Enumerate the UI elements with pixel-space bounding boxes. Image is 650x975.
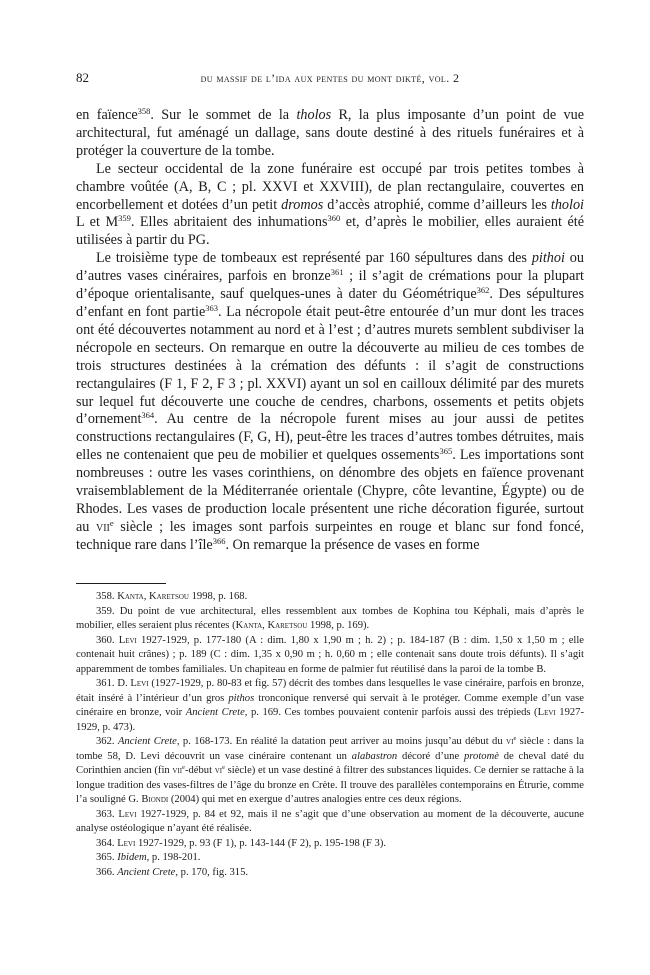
footnote-ref: 366 <box>212 535 226 546</box>
page-number: 82 <box>76 70 89 85</box>
italic-text: Ancient Crete <box>117 866 176 878</box>
text-run: 1998, p. 168. <box>188 591 248 602</box>
text-run: . Les importations sont nombreuses : outre les vases corinthiens, on dénombre des objets en faïence provenant vraisemblablement de la Méditerranée orientale (Chypre, côte levantine, Égypte) ou de Rhodes. Les vases de production locale présentent une riche décoration figurée, surtout au <box>76 447 584 535</box>
small-caps-text: Levi <box>130 678 149 689</box>
text-run: 363. <box>96 808 119 820</box>
footnote-ref: 362 <box>476 284 490 295</box>
italic-text: Ancient Crete <box>117 736 177 747</box>
text-run: de cheval daté du Corinthien ancien (fin <box>76 750 585 776</box>
text-run: . Des sépultures d’enfant en font partie <box>76 286 584 320</box>
text-run: . Au centre de la nécropole furent mises au jour aussi de petites constructions rectangulaires (F, G, H), peut-être les traces d’autres tombes détruites, mais elles ne contenaient que peu de mobilier et quelques ossements <box>76 411 584 464</box>
italic-text: Ibidem <box>117 852 147 863</box>
footnote <box>76 851 584 866</box>
small-caps-text: Levi <box>118 808 137 820</box>
text-run: 1927-1929, p. 177-180 (A : dim. 1,80 x 1,90 m ; h. 2) ; p. 184-187 (B : dim. 1,50 x 1,50 m ; elle contenait huit crânes) ; p. 189 (C : dim. 1,35 x 0,90 m ; h. 0,60 m ; elle contenait sans doute trois défunts). Il s’agit apparemment de tombes familiales. Un chapiteau en forme de palmier fut réutilisé dans la paroi de la tombe B. <box>76 634 584 675</box>
text-run: 362. <box>96 736 118 747</box>
text-run: 1927-1929, p. 84 et 92, mais il ne s’agit que d’une observation au moment de la découverte, aucune analyse ostéologique n’ayant été réalisée. <box>76 808 584 834</box>
small-caps-text: Levi <box>117 837 136 849</box>
footnote-ref: e <box>513 735 517 743</box>
text-run: ou d’autres vases cinéraires, parfois en bronze <box>76 250 584 285</box>
text-run: 365. <box>96 852 118 863</box>
small-caps-text: Levi <box>537 707 556 718</box>
text-run: ; il s’agit de crémations pour la plupart d’époque orientalisante, sauf quelques-unes à dater du Géométrique <box>76 268 584 303</box>
footnote <box>76 837 584 852</box>
footnote <box>76 677 584 735</box>
text-run: , p. 198-201. <box>146 852 201 863</box>
small-caps-text: Kanta, Karetsou <box>117 591 189 602</box>
body-paragraph <box>76 250 584 554</box>
text-run: 366. <box>96 866 118 878</box>
footnote-ref: 361 <box>330 267 344 278</box>
small-caps-text: vii <box>96 518 110 535</box>
text-run: siècle ; les images sont parfois surpeintes en rouge et blanc sur fond foncé, technique rare dans l’île <box>76 518 584 553</box>
footnote-separator <box>76 583 166 584</box>
footnote-ref: 358 <box>137 105 151 116</box>
text-run: en faïence <box>76 107 138 123</box>
text-run: 1927-1929, p. 473). <box>76 707 584 733</box>
footnote <box>76 808 584 837</box>
italic-text: protomè <box>464 750 499 762</box>
footnote <box>76 866 584 881</box>
text-run: 1998, p. 169). <box>307 620 370 631</box>
text-run: , p. 168-173. En réalité la datation peut arriver au moins jusqu’au début du <box>176 736 507 747</box>
footnote-ref: 360 <box>327 213 341 224</box>
running-title: du massif de l’ida aux pentes du mont dikté, vol. 2 <box>200 71 460 85</box>
small-caps-text: vi <box>214 765 223 776</box>
footnotes <box>76 590 584 880</box>
small-caps-text: Kanta, Karetsou <box>235 620 308 631</box>
small-caps-text: Levi <box>118 634 137 646</box>
text-run: 361. D. <box>96 678 131 689</box>
footnote <box>76 605 584 634</box>
italic-text: tholos <box>296 107 332 123</box>
text-run: Le troisième type de tombeaux est représenté par 160 sépultures dans des <box>96 250 532 267</box>
italic-text: tholoi <box>550 196 584 213</box>
footnote-ref: 359 <box>118 213 131 224</box>
body-paragraph <box>76 161 584 251</box>
footnote <box>76 634 584 678</box>
text-run: . Sur le sommet de la <box>150 107 297 123</box>
italic-text: pithoi <box>531 250 565 267</box>
text-run: (2004) qui met en exergue d’autres analogies entre ces deux régions. <box>168 794 462 805</box>
text-run: . Elles abritaient des inhumations <box>130 214 328 231</box>
footnote-ref: e <box>182 764 185 772</box>
text-run: (1927-1929, p. 80-83 et fig. 57) décrit des tombes dans lesquelles le vase cinéraire, parfois en bronze, était inséré à l’intérieur d’un gros <box>76 678 584 704</box>
footnote <box>76 735 584 808</box>
small-caps-text: vii <box>172 765 183 776</box>
italic-text: Ancient Crete <box>185 707 245 718</box>
text-run: , p. 170, fig. 315. <box>175 866 249 878</box>
italic-text: alabastron <box>351 750 398 762</box>
footnote-ref: 364 <box>141 410 155 421</box>
text-run: Le secteur occidental de la zone funéraire est occupé par trois petites tombes à chambre voûtée (A, B, C ; pl. XXVI et XXVIII), de plan rectangulaire, couvertes en encorbellement et dotées d’un petit <box>76 160 584 213</box>
small-caps-text: vi <box>506 736 514 747</box>
footnote-ref: 365 <box>439 446 453 457</box>
text-run: et, d’après le mobilier, elles auraient été utilisées à partir du PG. <box>76 214 584 249</box>
text-run: 358. <box>96 591 118 602</box>
italic-text: dromos <box>281 196 324 213</box>
small-caps-text: Biondi <box>141 794 169 805</box>
footnote-ref: 363 <box>205 302 219 313</box>
text-run: 359. Du point de vue architectural, elles ressemblent aux tombes de Kophina tou Képhali, mais d’après le mobilier, elles seraient plus récentes ( <box>76 605 584 631</box>
text-run: siècle) et un vase destiné à filtrer des substances liquides. Ce dernier se rattache à la longue tradition des vases-filtres de l’âge du bronze en Crète. Il trouve des parallèles contemporains en Étrurie, comme l’a souligné G. <box>76 765 584 805</box>
text-run: . On remarque la présence de vases en forme <box>225 536 480 553</box>
footnote-ref: e <box>222 764 225 772</box>
body-paragraph <box>76 107 584 161</box>
text-run: d’accès atrophié, comme d’ailleurs les <box>323 196 551 213</box>
text-run: 1927-1929, p. 93 (F 1), p. 143-144 (F 2), p. 195-198 (F 3). <box>135 837 387 849</box>
text-run: décoré d’une <box>397 750 464 762</box>
text-run: L et M <box>76 214 119 231</box>
italic-text: pithos <box>228 692 255 704</box>
footnote-ref: e <box>109 517 114 528</box>
text-run: , p. 169. Ces tombes pouvaient contenir parfois aussi des trépieds ( <box>244 707 538 718</box>
main-text <box>76 107 584 555</box>
text-run: 364. <box>96 837 118 849</box>
text-run: tronconique renversé qui servait à le protéger. Comme exemple d’un vase cinéraire en bronze, voir <box>76 692 584 718</box>
text-run: -début <box>184 765 215 776</box>
text-run: R, la plus imposante d’un point de vue architectural, fut aménagé un dallage, sans doute destiné à des rituels funéraires et à protéger la couverture de la tombe. <box>76 107 584 159</box>
text-run: siècle : dans la tombe 58, D. Levi découvrit un vase cinéraire contenant un <box>76 736 585 762</box>
footnote <box>76 590 584 605</box>
text-run: 360. <box>96 634 119 646</box>
page-header <box>76 69 584 87</box>
text-run: . La nécropole était peut-être entourée d’un mur dont les traces ont été découvertes notamment au nord et à l’est ; d’autres murets semblent subdiviser la nécropole en secteurs. On remarque en outre la découverte au milieu de ces tombes de trois structures destinées à la crémation des défunts : il s’agit de constructions rectangulaires (F 1, F 2, F 3 ; pl. XXVI) ayant un sol en cailloux délimité par des murets sur lequel fut découverte une couche de cendres, charbons, ossements et petits objets d’ornement <box>76 303 584 428</box>
